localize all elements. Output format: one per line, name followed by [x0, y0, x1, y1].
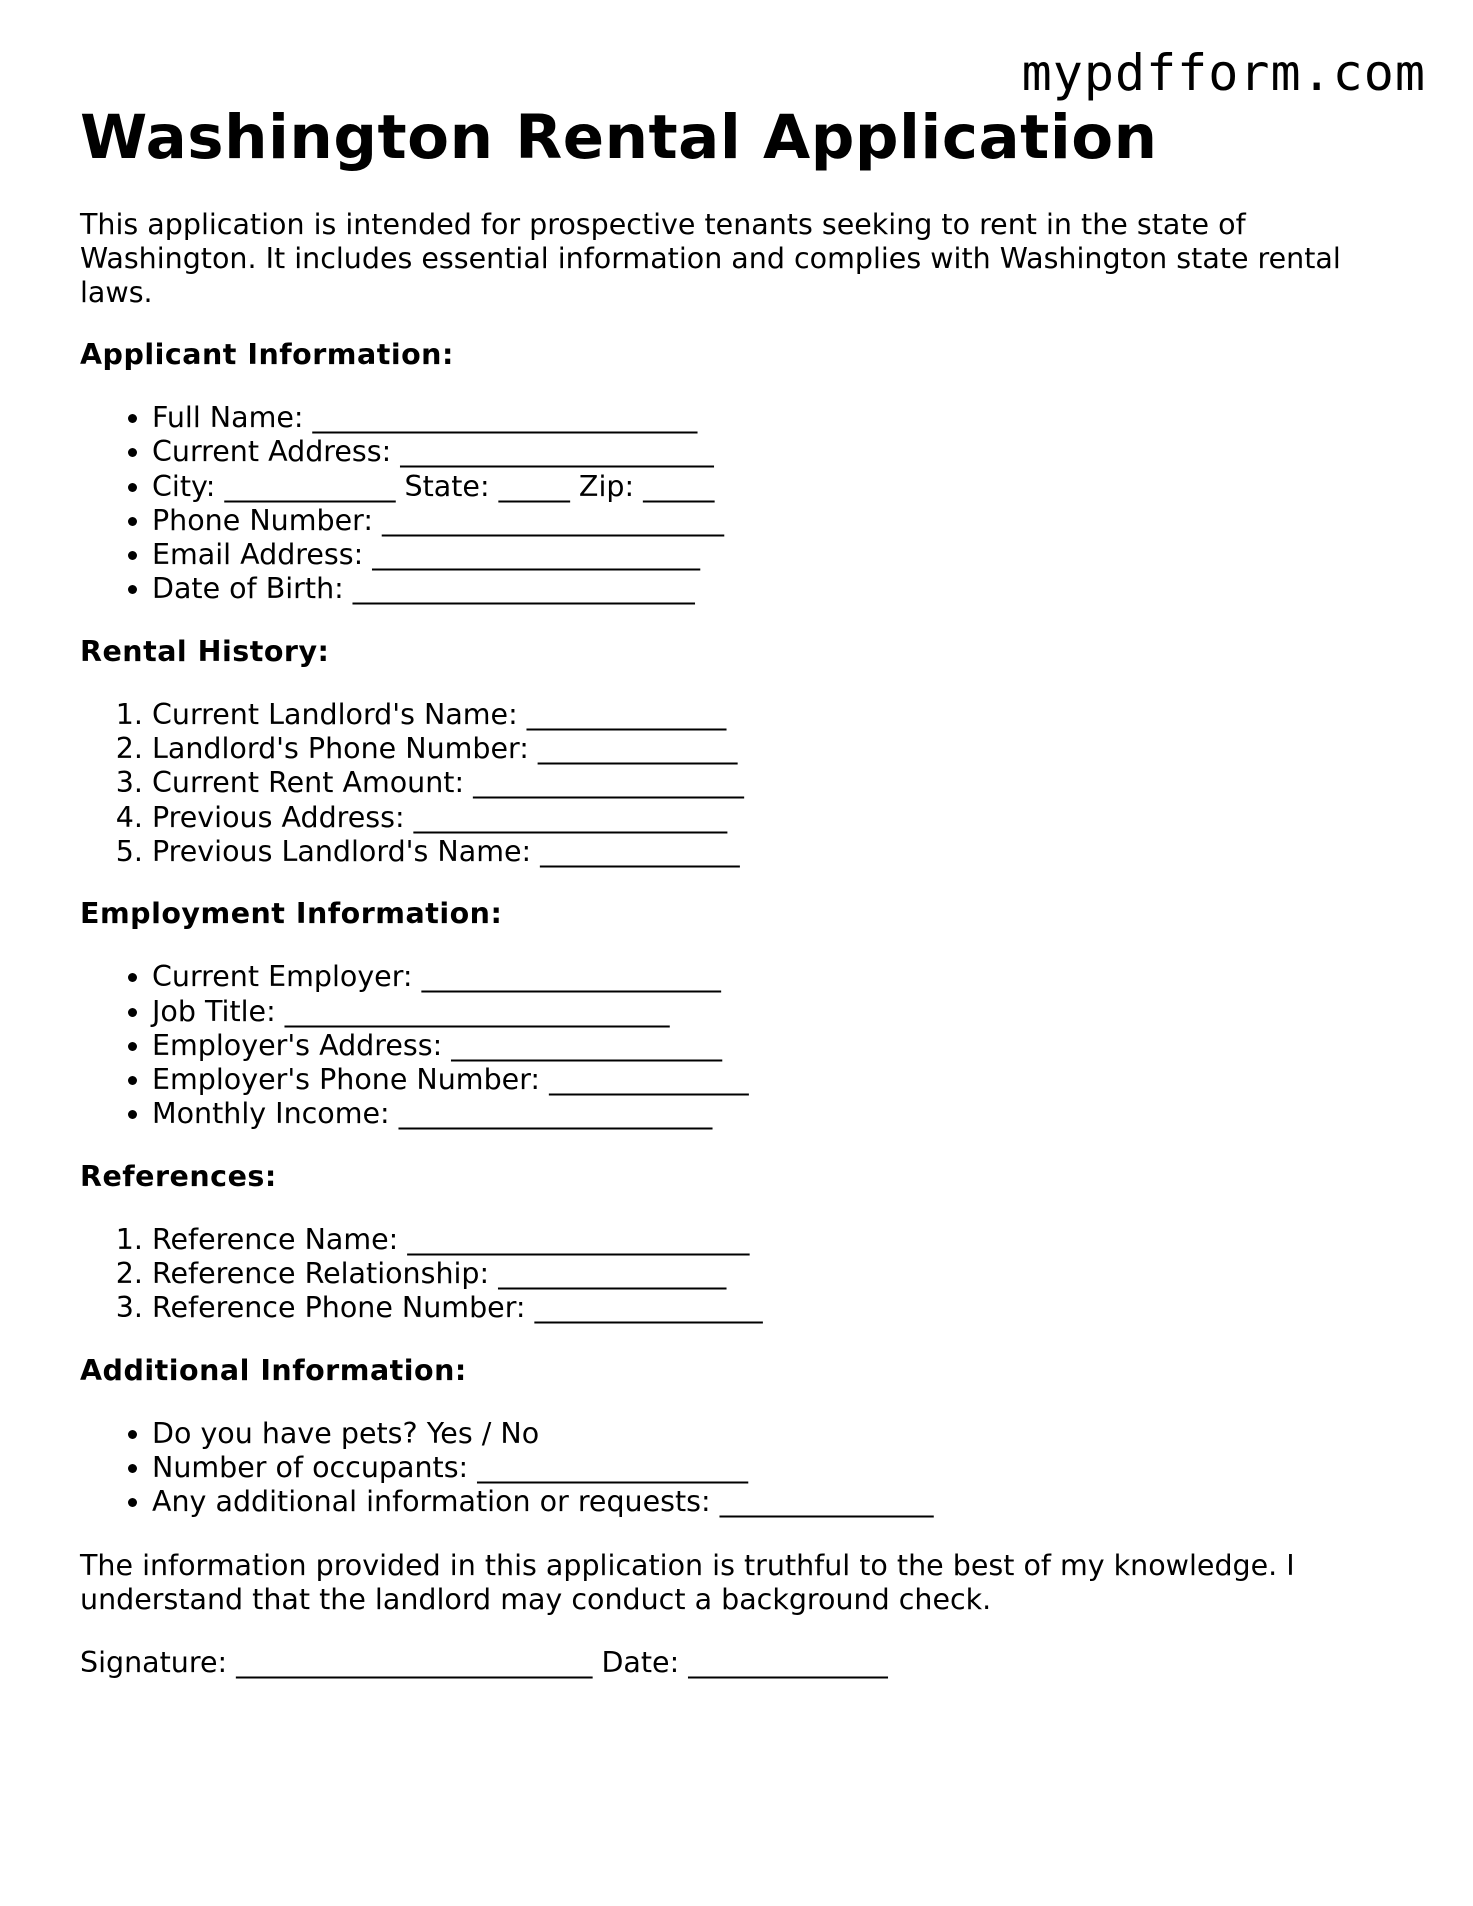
applicant-heading: Applicant Information:: [80, 338, 454, 371]
references-heading: References:: [80, 1159, 277, 1193]
applicant-list: [80, 401, 1380, 607]
employment-heading: Employment Information:: [80, 897, 503, 931]
field-employer-phone: • Employer's Phone Number: ______________: [152, 1063, 1380, 1097]
watermark: mypdfform.com: [1021, 44, 1426, 102]
rental-history-heading: Rental History:: [80, 634, 330, 668]
field-job-title: • Job Title: ___________________________: [152, 995, 1380, 1029]
declaration-paragraph: The information provided in this application is truthful to the best of my knowledge. I understand that the landlord may conduct a background check.: [80, 1548, 1295, 1616]
field-number-of-occupants: • Number of occupants: ___________________: [152, 1451, 1380, 1485]
field-landlord-phone: 2. Landlord's Phone Number: ______________: [152, 732, 1380, 766]
field-current-landlord-name: 1. Current Landlord's Name: ______________: [152, 698, 1380, 732]
field-pets: • Do you have pets? Yes / No: [152, 1417, 1380, 1451]
document-page: [80, 100, 1380, 1680]
field-reference-name: 1. Reference Name: ________________________: [152, 1223, 1380, 1257]
field-monthly-income: • Monthly Income: ______________________: [152, 1097, 1380, 1131]
field-current-rent-amount: 3. Current Rent Amount: ___________________: [152, 766, 1380, 800]
additional-list: [80, 1417, 1380, 1520]
signature-date-line: Signature: _________________________ Date: ______________: [80, 1645, 888, 1679]
field-current-address: • Current Address: ______________________: [152, 435, 1380, 469]
employment-list: [80, 960, 1380, 1131]
field-additional-requests: • Any additional information or requests: _______________: [152, 1485, 1380, 1519]
field-city-state-zip: • City: ____________ State: _____ Zip: _____: [152, 470, 1380, 504]
page-title: Washington Rental Application: [80, 102, 1158, 173]
field-email-address: • Email Address: _______________________: [152, 538, 1380, 572]
field-employer-address: • Employer's Address: ___________________: [152, 1029, 1380, 1063]
field-previous-address: 4. Previous Address: ______________________: [152, 801, 1380, 835]
rental-history-list: [80, 698, 1380, 869]
field-reference-phone: 3. Reference Phone Number: ________________: [152, 1291, 1380, 1325]
additional-heading: Additional Information:: [80, 1353, 467, 1387]
field-date-of-birth: • Date of Birth: ________________________: [152, 572, 1380, 606]
field-current-employer: • Current Employer: _____________________: [152, 960, 1380, 994]
field-phone-number: • Phone Number: ________________________: [152, 504, 1380, 538]
references-list: [80, 1223, 1380, 1326]
field-reference-relationship: 2. Reference Relationship: ________________: [152, 1257, 1380, 1291]
field-previous-landlord-name: 5. Previous Landlord's Name: ______________: [152, 835, 1380, 869]
field-full-name: • Full Name: ___________________________: [152, 401, 1380, 435]
intro-paragraph: This application is intended for prospective tenants seeking to rent in the state of Washington. It includes essential information and complies with Washington state rental laws.: [80, 208, 1341, 309]
